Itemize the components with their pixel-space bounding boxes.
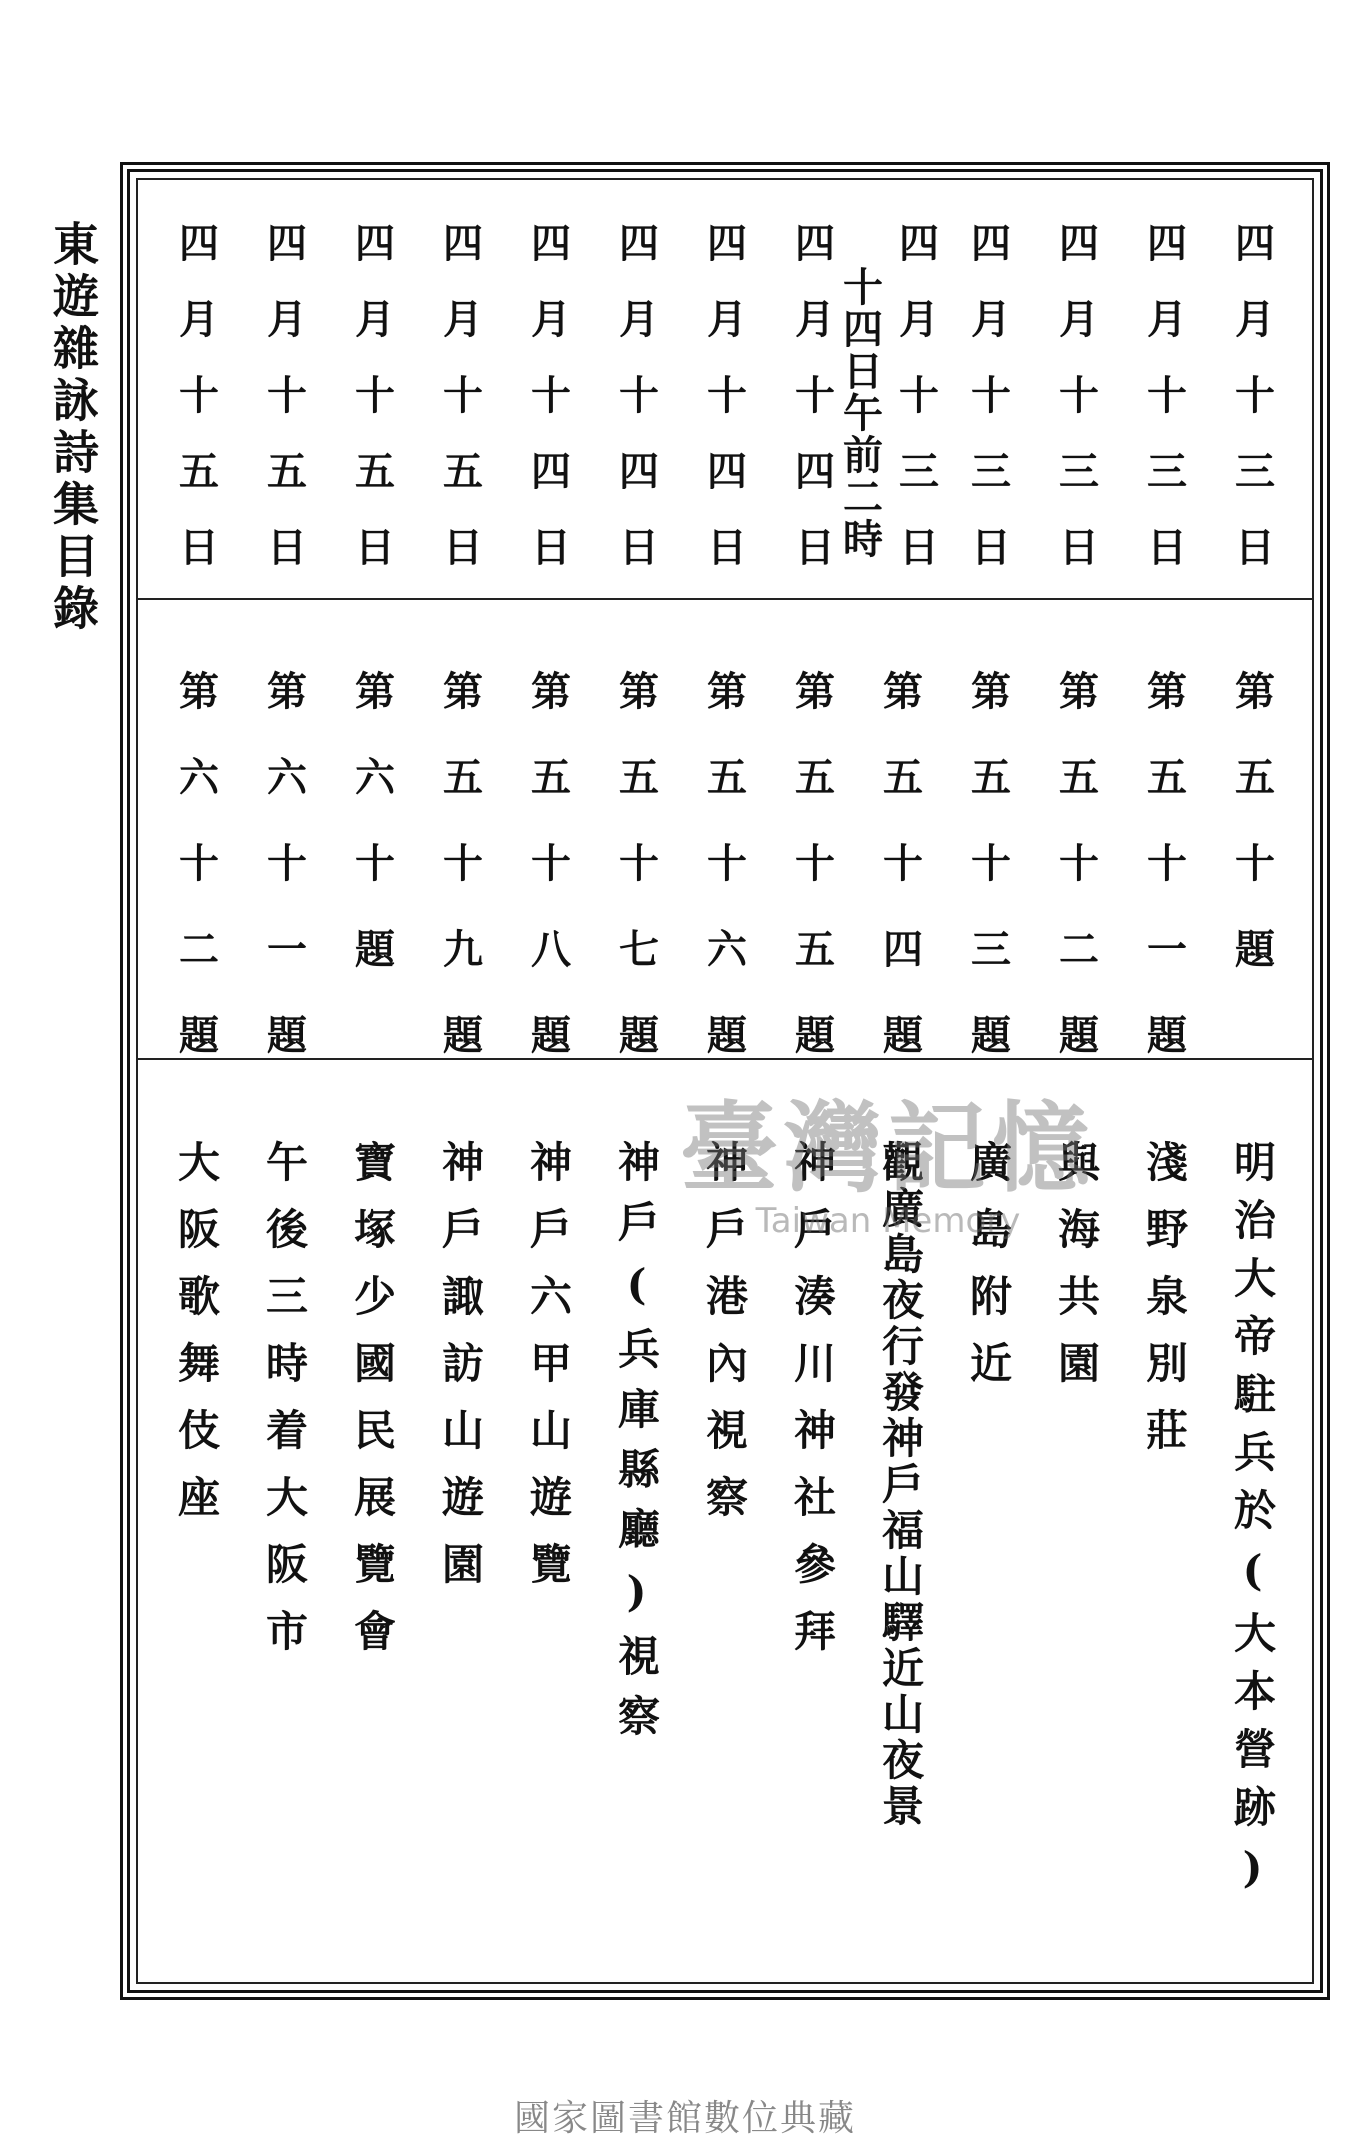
entry-number: 第五十題	[1228, 670, 1276, 1014]
entry-title: 寶塚少國民展覽會	[348, 1140, 397, 1676]
entry-date: 四月十三日	[892, 222, 940, 602]
footer-credit: 國家圖書館數位典藏	[513, 2098, 856, 2139]
entry-number: 第五十三題	[964, 670, 1012, 1100]
entry-title: 淺野泉別莊	[1140, 1140, 1189, 1475]
watermark-chinese: 臺灣記憶	[680, 1091, 1097, 1206]
entry-date: 四月十三日	[1140, 222, 1188, 602]
entry-title: 明治大帝駐兵於(大本營跡)	[1228, 1140, 1277, 1908]
entry-date: 四月十四日	[700, 222, 748, 602]
entry-date: 四月十五日	[436, 222, 484, 602]
entry-number: 第五十九題	[436, 670, 484, 1100]
spine-title	[42, 220, 104, 760]
entry-date: 四月十三日	[1228, 222, 1276, 602]
entry-number: 第六十一題	[260, 670, 308, 1100]
entry-title: 午後三時着大阪市	[260, 1140, 309, 1676]
entry-number: 第五十二題	[1052, 670, 1100, 1100]
entry-number: 第五十八題	[524, 670, 572, 1100]
entry-title: 觀廣島夜行發神戶福山驛近山夜景	[876, 1140, 925, 1830]
entry-title: 神戶港內視察	[700, 1140, 749, 1542]
entry-date: 四月十五日	[348, 222, 396, 602]
entry-date: 四月十五日	[260, 222, 308, 602]
entry-date: 四月十四日	[788, 222, 836, 602]
time-note: 十四日午前二時	[836, 266, 884, 560]
entry-date: 四月十五日	[172, 222, 220, 602]
entry-title: 神戶六甲山遊覽	[524, 1140, 573, 1609]
entry-number: 第五十五題	[788, 670, 836, 1100]
entry-date: 四月十三日	[1052, 222, 1100, 602]
spine-title-text: 東遊雜詠詩集目錄	[46, 220, 100, 636]
entry-number: 第五十七題	[612, 670, 660, 1100]
entry-title: 神戶(兵庫縣廳)視察	[612, 1140, 661, 1754]
entry-title: 神戶湊川神社參拜	[788, 1140, 837, 1676]
entry-title: 廣島附近	[964, 1140, 1013, 1408]
entry-number: 第六十二題	[172, 670, 220, 1100]
entry-title: 神戶諏訪山遊園	[436, 1140, 485, 1609]
entry-title: 與海共園	[1052, 1140, 1101, 1408]
watermark-english: Taiwan Memory	[755, 1201, 1021, 1241]
entry-number: 第五十一題	[1140, 670, 1188, 1100]
entry-number: 第六十題	[348, 670, 396, 1014]
entry-date: 四月十四日	[612, 222, 660, 602]
entry-title: 大阪歌舞伎座	[172, 1140, 221, 1542]
entry-date: 四月十三日	[964, 222, 1012, 602]
entry-date: 四月十四日	[524, 222, 572, 602]
entry-number: 第五十四題	[876, 670, 924, 1100]
entry-number: 第五十六題	[700, 670, 748, 1100]
